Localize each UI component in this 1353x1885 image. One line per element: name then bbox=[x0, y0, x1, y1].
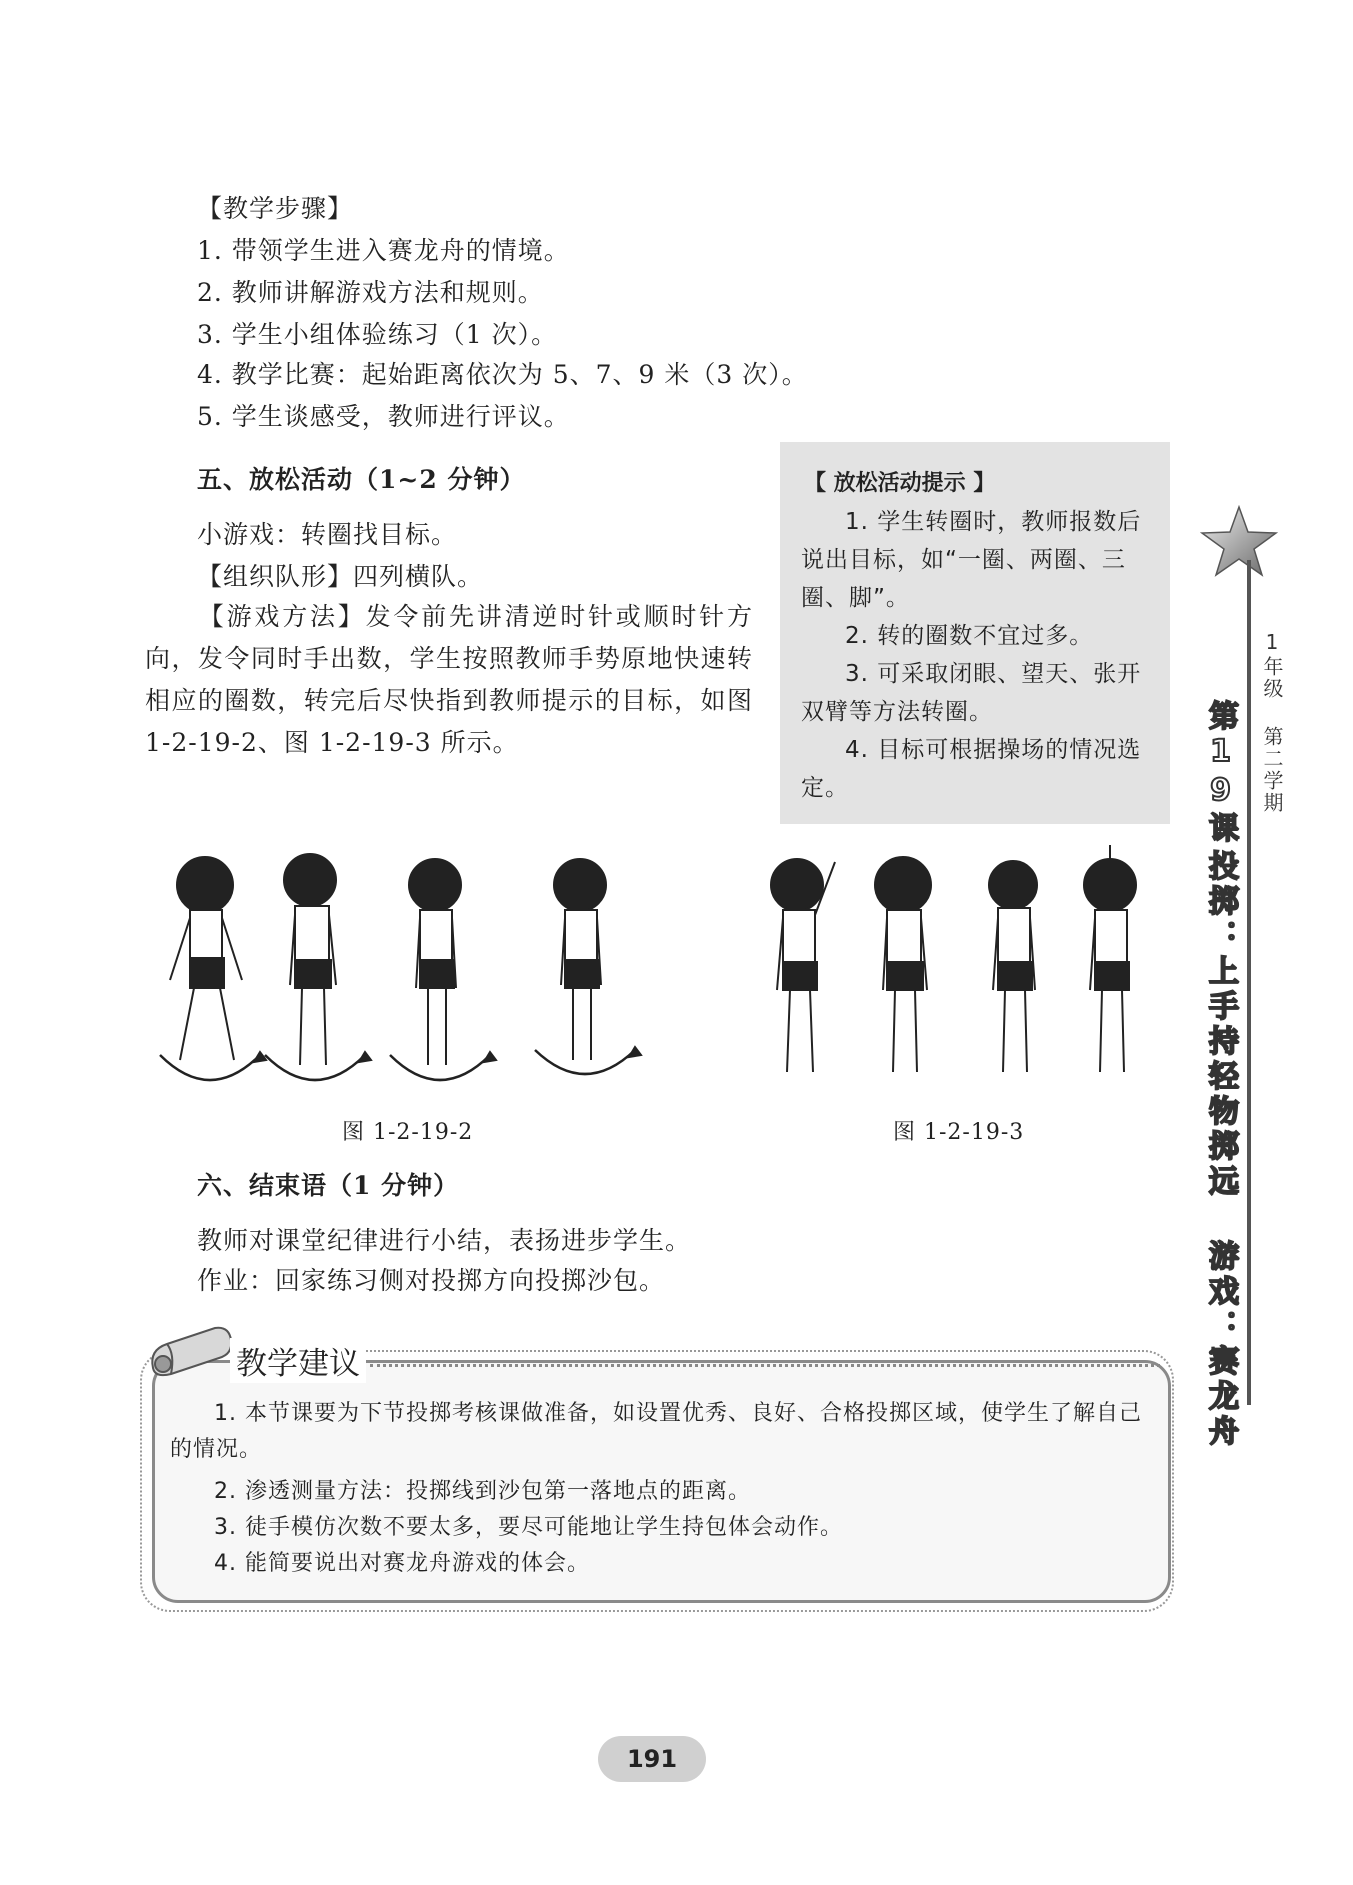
steps-header: 【教学步骤】 bbox=[197, 194, 354, 223]
side-title: 投掷：上手持轻物掷远 游戏：赛龙舟 bbox=[1203, 850, 1238, 1450]
tip-item-2-text: 2. 转的圈数不宜过多。 bbox=[845, 623, 1094, 649]
suggestion-item-3 bbox=[170, 1510, 1145, 1546]
child-figure-5 bbox=[771, 859, 835, 1072]
tip-item-3 bbox=[801, 655, 1151, 731]
side-lesson: 第19课 bbox=[1203, 700, 1238, 846]
step-item-1: 1. 带领学生进入赛龙舟的情境。 bbox=[197, 236, 570, 265]
tip-item-2 bbox=[801, 617, 1151, 655]
side-divider bbox=[1247, 560, 1251, 1405]
suggestion-item-4-text: 4. 能简要说出对赛龙舟游戏的体会。 bbox=[214, 1551, 590, 1576]
figure-turning-children bbox=[150, 840, 710, 1100]
section6-homework: 作业：回家练习侧对投掷方向投掷沙包。 bbox=[197, 1266, 666, 1295]
suggestion-item-2 bbox=[170, 1474, 1145, 1510]
star-icon bbox=[1200, 505, 1278, 577]
figure-caption-left: 图 1-2-19-2 bbox=[342, 1120, 474, 1145]
child-figure-1 bbox=[170, 857, 242, 1060]
child-figure-4 bbox=[554, 859, 606, 1060]
tip-item-4 bbox=[801, 731, 1151, 807]
section5-formation: 【组织队形】四列横队。 bbox=[197, 562, 484, 591]
section5-method-text: 【游戏方法】发令前先讲清逆时针或顺时针方向，发令同时手出数，学生按照教师手势原地快速转相应的圈数，转完后尽快指到教师提示的目标，如图 1-2-19-2、图 1-2-19-3 所示。 bbox=[145, 602, 753, 757]
child-figure-8 bbox=[1084, 845, 1136, 1072]
child-figure-2 bbox=[284, 854, 336, 1065]
step-item-5: 5. 学生谈感受，教师进行评议。 bbox=[197, 402, 570, 431]
section6-summary: 教师对课堂纪律进行小结，表扬进步学生。 bbox=[197, 1226, 692, 1255]
tip-item-1-text: 1. 学生转圈时，教师报数后说出目标，如“一圈、两圈、三圈、脚”。 bbox=[801, 509, 1142, 611]
rotate-arrow-icon bbox=[535, 1050, 635, 1074]
step-item-2: 2. 教师讲解游戏方法和规则。 bbox=[197, 278, 544, 307]
suggestion-item-1 bbox=[170, 1396, 1145, 1468]
figure-caption-right: 图 1-2-19-3 bbox=[893, 1120, 1025, 1145]
rotate-arrow-icon bbox=[265, 1055, 365, 1080]
child-figure-3 bbox=[409, 859, 461, 1065]
section6-heading: 六、结束语（1 分钟） bbox=[197, 1171, 460, 1200]
figure-pointing-children bbox=[755, 840, 1155, 1100]
suggestion-item-2-text: 2. 渗透测量方法：投掷线到沙包第一落地点的距离。 bbox=[214, 1479, 751, 1504]
tip-item-1 bbox=[801, 503, 1151, 617]
child-figure-7 bbox=[989, 861, 1037, 1072]
scroll-icon bbox=[145, 1320, 235, 1386]
side-grade: 1年级 第二学期 bbox=[1260, 630, 1284, 814]
step-item-4: 4. 教学比赛：起始距离依次为 5、7、9 米（3 次）。 bbox=[197, 360, 808, 389]
suggestion-item-1-text: 1. 本节课要为下节投掷考核课做准备，如设置优秀、良好、合格投掷区域，使学生了解自己的情况。 bbox=[170, 1401, 1142, 1462]
suggestion-dotted-rule bbox=[370, 1364, 1160, 1367]
tip-item-4-text: 4. 目标可根据操场的情况选定。 bbox=[801, 737, 1142, 801]
section5-game: 小游戏：转圈找目标。 bbox=[197, 520, 458, 549]
suggestion-title: 教学建议 bbox=[230, 1338, 366, 1383]
section5-heading: 五、放松活动（1~2 分钟） bbox=[197, 465, 526, 494]
section5-method bbox=[145, 596, 753, 764]
suggestion-item-4 bbox=[170, 1546, 1145, 1582]
tip-title: 【 放松活动提示 】 bbox=[804, 471, 996, 496]
child-figure-6 bbox=[875, 857, 931, 1072]
page-number: 191 bbox=[626, 1745, 678, 1773]
step-item-3: 3. 学生小组体验练习（1 次）。 bbox=[197, 320, 558, 349]
suggestion-item-3-text: 3. 徒手模仿次数不要太多，要尽可能地让学生持包体会动作。 bbox=[214, 1515, 843, 1540]
rotate-arrow-icon bbox=[390, 1055, 490, 1080]
rotate-arrow-icon bbox=[160, 1055, 260, 1080]
tip-item-3-text: 3. 可采取闭眼、望天、张开双臂等方法转圈。 bbox=[801, 661, 1142, 725]
